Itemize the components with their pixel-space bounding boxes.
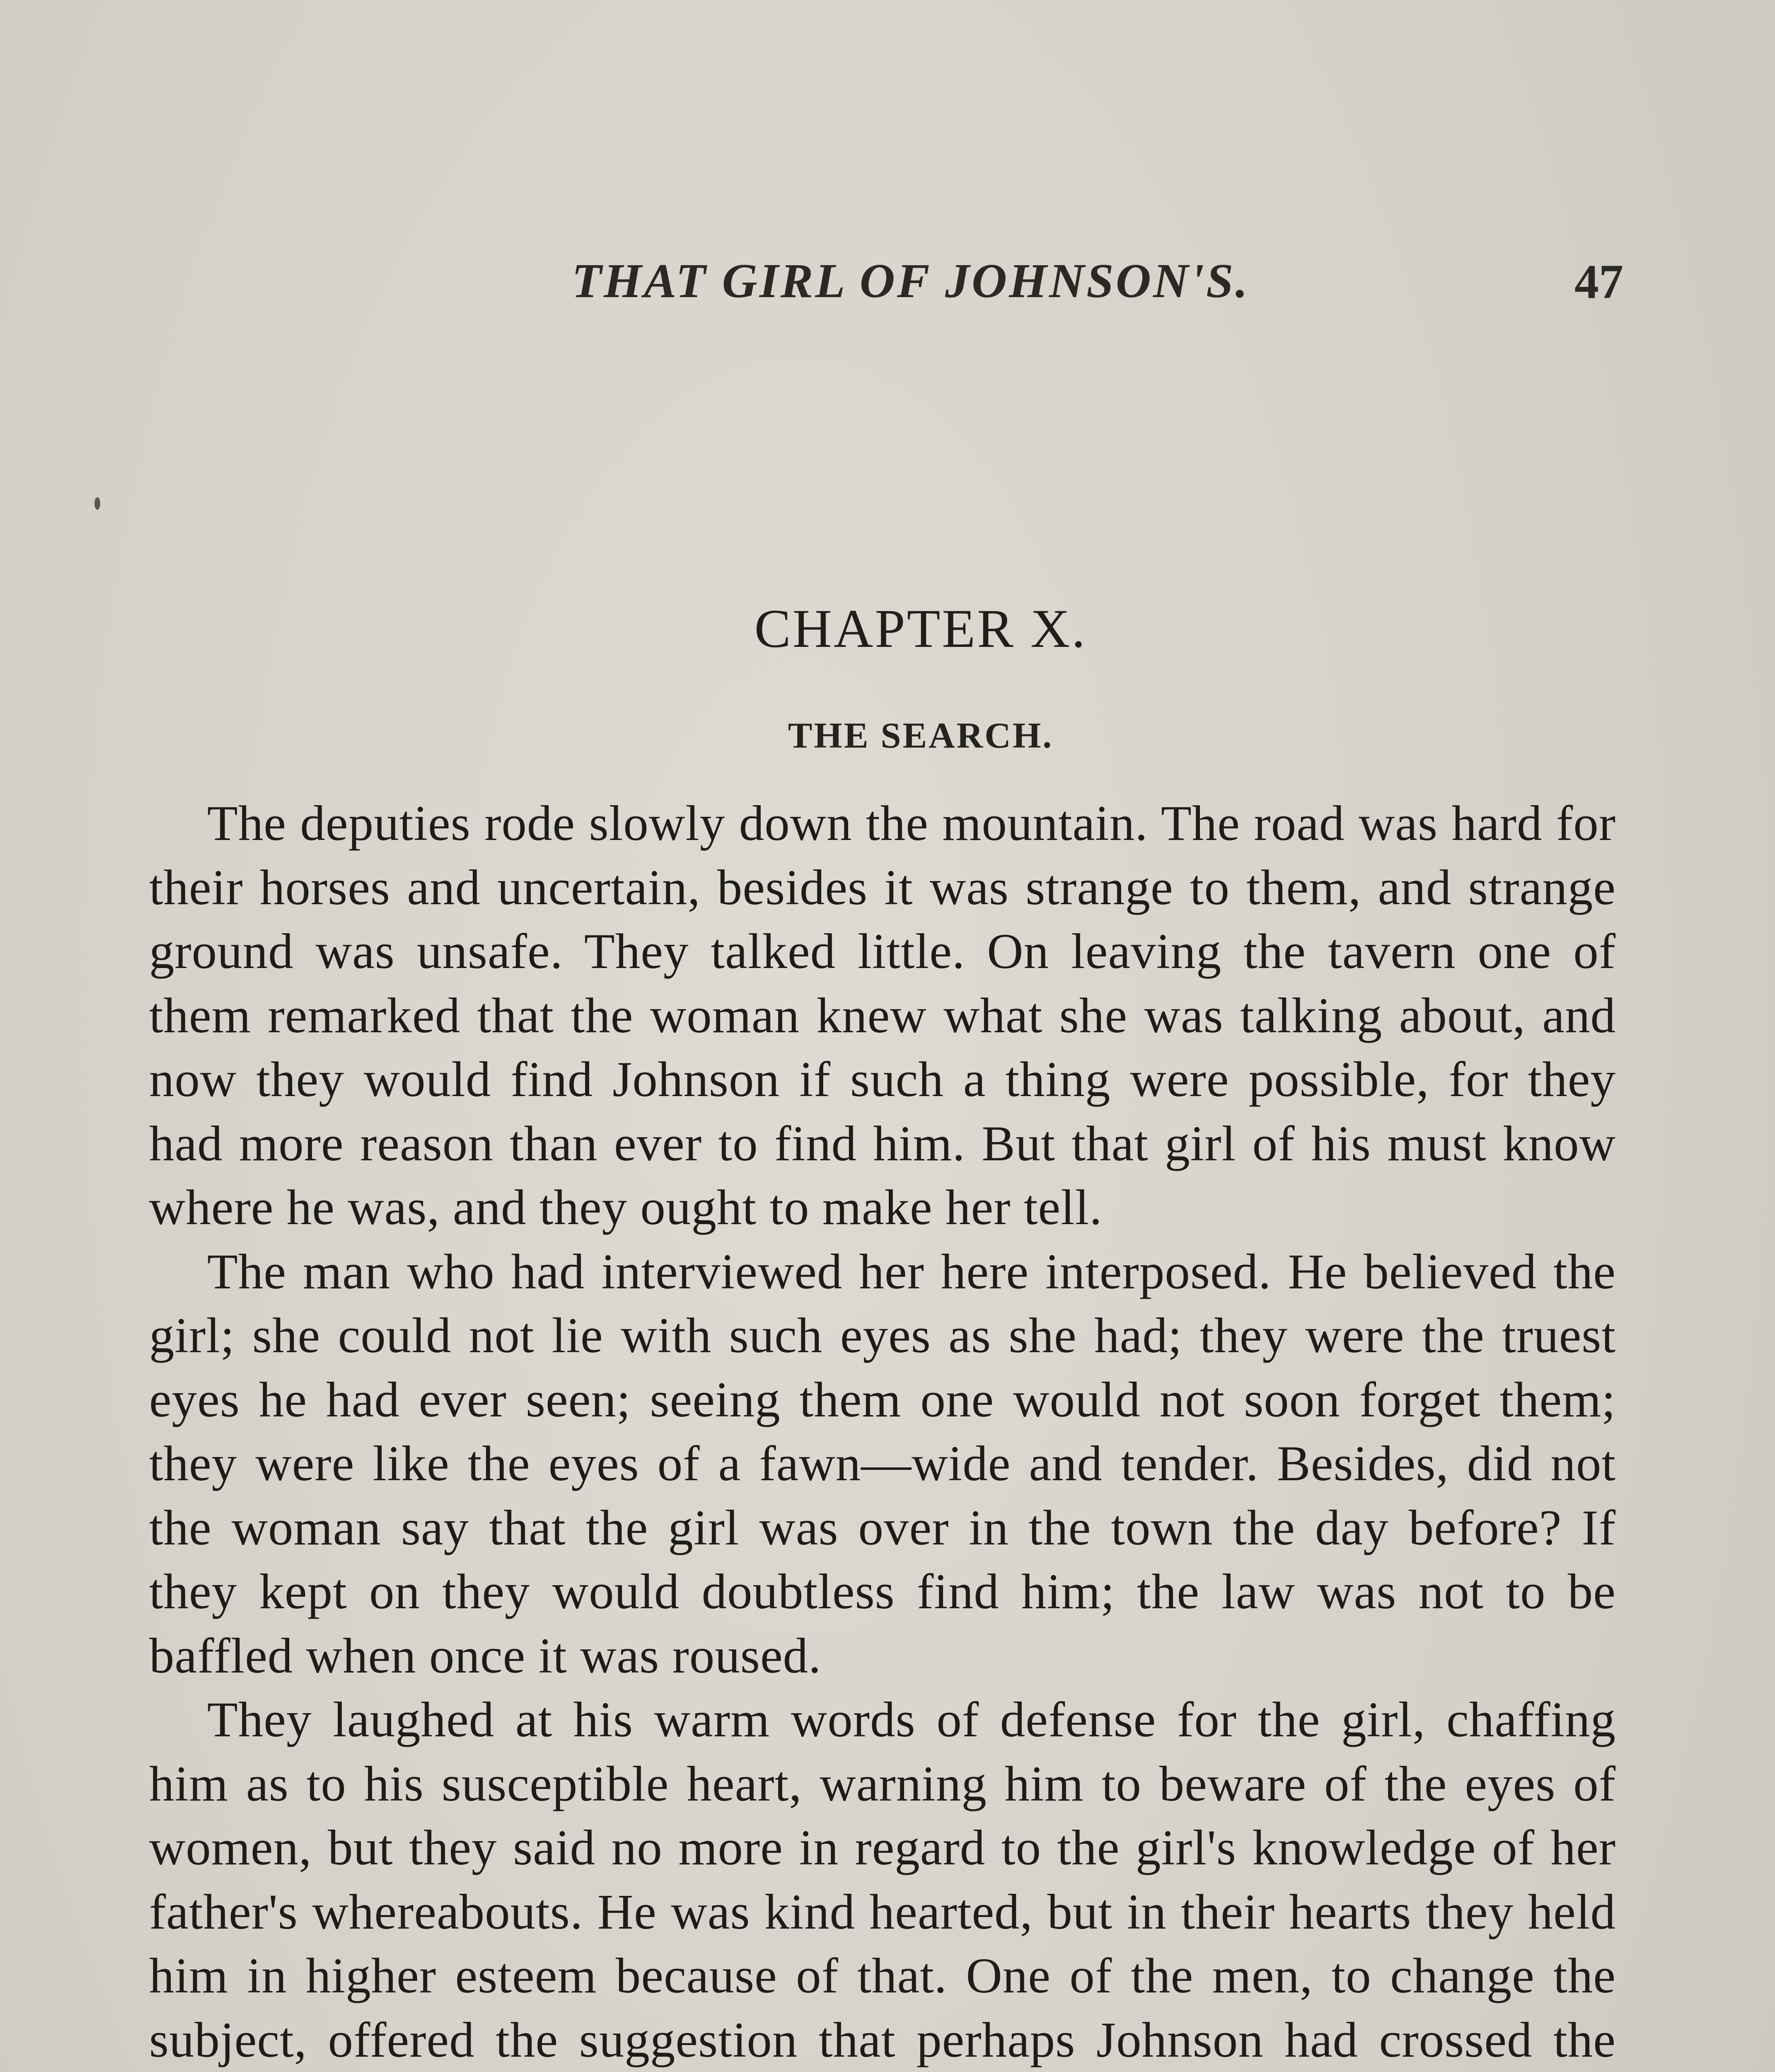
paragraph-2: The man who had interviewed her here interposed. He believed the girl; she could not lie with such eyes as she had; they were the truest eyes he had ever seen; seeing them one would not soon forget them; they were like the eyes of a fawn—wide and tender. Besides, did not the woman say that the girl was over in the town the day before? If they kept on they would doubtless find him; the law was not to be baffled when once it was roused. xyxy=(149,1244,1616,1684)
chapter-title: CHAPTER X. xyxy=(754,598,1087,659)
running-head: THAT GIRL OF JOHNSON'S. xyxy=(572,254,1250,308)
ink-speck xyxy=(94,497,100,510)
page-number: 47 xyxy=(1574,254,1623,309)
chapter-body xyxy=(149,792,1616,2072)
paragraph-3: They laughed at his warm words of defense for the girl, chaffing him as to his susceptible heart, warning him to beware of the eyes of women, but they said no more in regard to the girl's knowledge of her father's whereabouts. He was kind hearted, but in their hearts they held him in higher esteem because of that. One of the men, to change the subject, offered the suggestion that perhaps Johnson had crossed the xyxy=(149,1692,1616,2068)
paragraph-1: The deputies rode slowly down the mountain. The road was hard for their horses and uncertain, besides it was strange to them, and strange ground was unsafe. They talked little. On leaving the tavern one of them remarked that the woman knew what she was talking about, and now they would find Johnson if such a thing were possible, for they had more reason than ever to find him. But that girl of his must know where he was, and they ought to make her tell. xyxy=(149,796,1616,1235)
chapter-subtitle: THE SEARCH. xyxy=(788,716,1054,756)
